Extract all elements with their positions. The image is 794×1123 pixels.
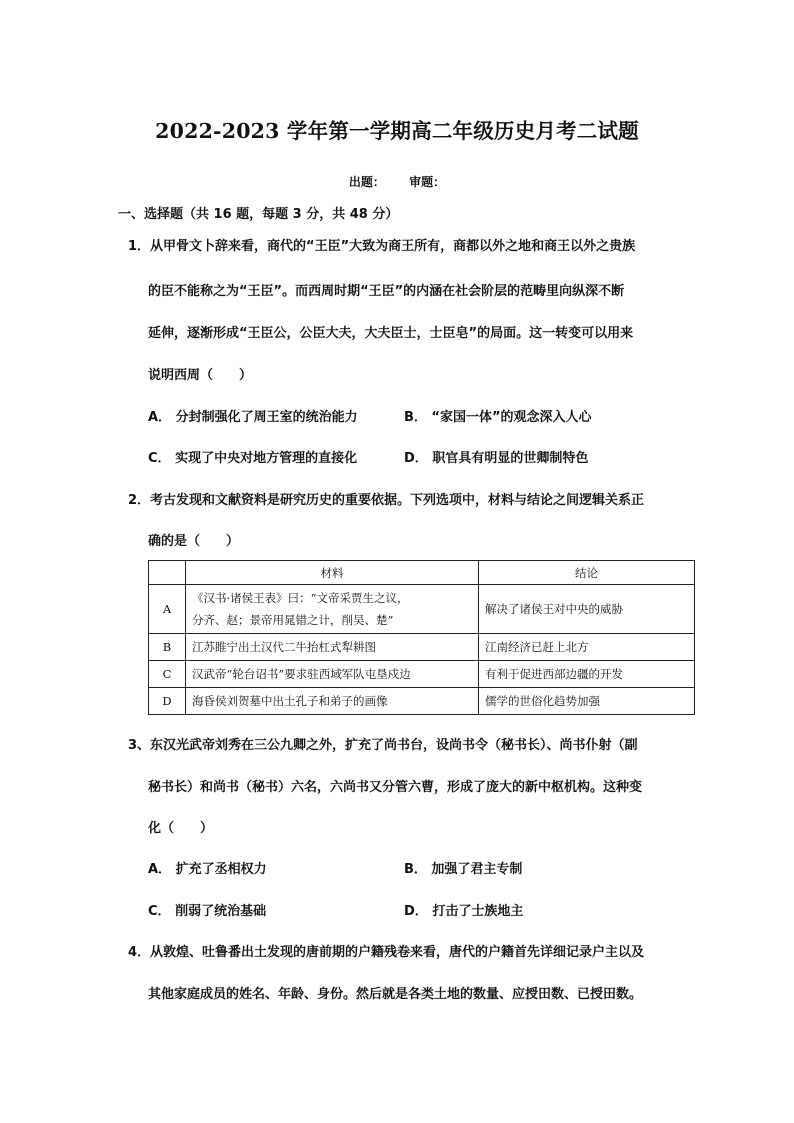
q3-option-a: A． 扩充了丞相权力 (148, 862, 267, 877)
row-key: A (149, 585, 186, 634)
material-line: 分齐、赵；景帝用晁错之计，削吴、楚” (192, 613, 394, 627)
row-key: D (149, 688, 186, 715)
q4-line-1: 4．从敦煌、吐鲁番出土发现的唐前期的户籍残卷来看，唐代的户籍首先详细记录户主以及 (128, 945, 645, 960)
q1-option-d: D． 职官具有明显的世卿制特色 (404, 451, 589, 466)
table-header-cell (149, 561, 186, 585)
row-conclusion: 有利于促进西部边疆的开发 (479, 661, 695, 688)
q1-line-4: 说明西周（ ） (148, 368, 253, 383)
q2-line-2: 确的是（ ） (148, 534, 240, 549)
q3-option-c: C． 削弱了统治基础 (148, 904, 267, 919)
row-key: C (149, 661, 186, 688)
q3-line-1: 3、东汉光武帝刘秀在三公九卿之外，扩充了尚书台，设尚书令（秘书长）、尚书仆射（副 (128, 738, 638, 753)
table-header-cell: 材料 (186, 561, 479, 585)
table-row (149, 585, 695, 634)
q1-option-b: B． “家国一体”的观念深入人心 (404, 410, 592, 425)
table-row (149, 688, 695, 715)
q3-option-d: D． 打击了士族地主 (404, 904, 524, 919)
q3-line-2: 秘书长）和尚书（秘书）六名，六尚书又分管六曹，形成了庞大的新中枢机构。这种变 (148, 780, 643, 795)
row-material (186, 585, 479, 634)
section-heading: 一、选择题（共 16 题，每题 3 分，共 48 分） (118, 207, 399, 222)
table-header-row (149, 561, 695, 585)
q3-line-3: 化（ ） (148, 821, 214, 836)
reviewer-label: 审题： (409, 175, 446, 189)
q2-line-1: 2．考古发现和文献资料是研究历史的重要依据。下列选项中，材料与结论之间逻辑关系正 (128, 493, 645, 508)
q1-line-1: 1．从甲骨文卜辞来看，商代的“王臣”大致为商王所有，商都以外之地和商王以外之贵族 (128, 239, 636, 254)
q1-option-c: C． 实现了中央对地方管理的直接化 (148, 451, 358, 466)
q4-line-2: 其他家庭成员的姓名、年龄、身份。然后就是各类土地的数量、应授田数、已授田数。 (148, 987, 643, 1002)
page-title: 2022-2023 学年第一学期高二年级历史月考二试题 (155, 119, 639, 143)
table-header-cell: 结论 (479, 561, 695, 585)
row-material: 江苏睢宁出土汉代二牛抬杠式犁耕图 (186, 634, 479, 661)
q1-option-a: A． 分封制强化了周王室的统治能力 (148, 410, 358, 425)
row-conclusion: 解决了诸侯王对中央的威胁 (479, 585, 695, 634)
table-row (149, 634, 695, 661)
row-key: B (149, 634, 186, 661)
q1-line-3: 延伸，逐渐形成“王臣公，公臣大夫，大夫臣士，士臣皂”的局面。这一转变可以用来 (148, 326, 634, 341)
table-row (149, 661, 695, 688)
author-label: 出题： (348, 175, 385, 189)
row-material: 汉武帝“轮台诏书”要求驻西域军队屯垦戍边 (186, 661, 479, 688)
q3-option-b: B． 加强了君主专制 (404, 862, 523, 877)
material-line: 《汉书·诸侯王表》曰：“文帝采贾生之议， (192, 591, 409, 605)
material-table (148, 560, 695, 715)
row-conclusion: 儒学的世俗化趋势加强 (479, 688, 695, 715)
author-line (0, 173, 794, 190)
row-conclusion: 江南经济已赶上北方 (479, 634, 695, 661)
row-material: 海昏侯刘贺墓中出土孔子和弟子的画像 (186, 688, 479, 715)
q1-line-2: 的臣不能称之为“王臣”。而西周时期“王臣”的内涵在社会阶层的范畴里向纵深不断 (148, 284, 625, 299)
